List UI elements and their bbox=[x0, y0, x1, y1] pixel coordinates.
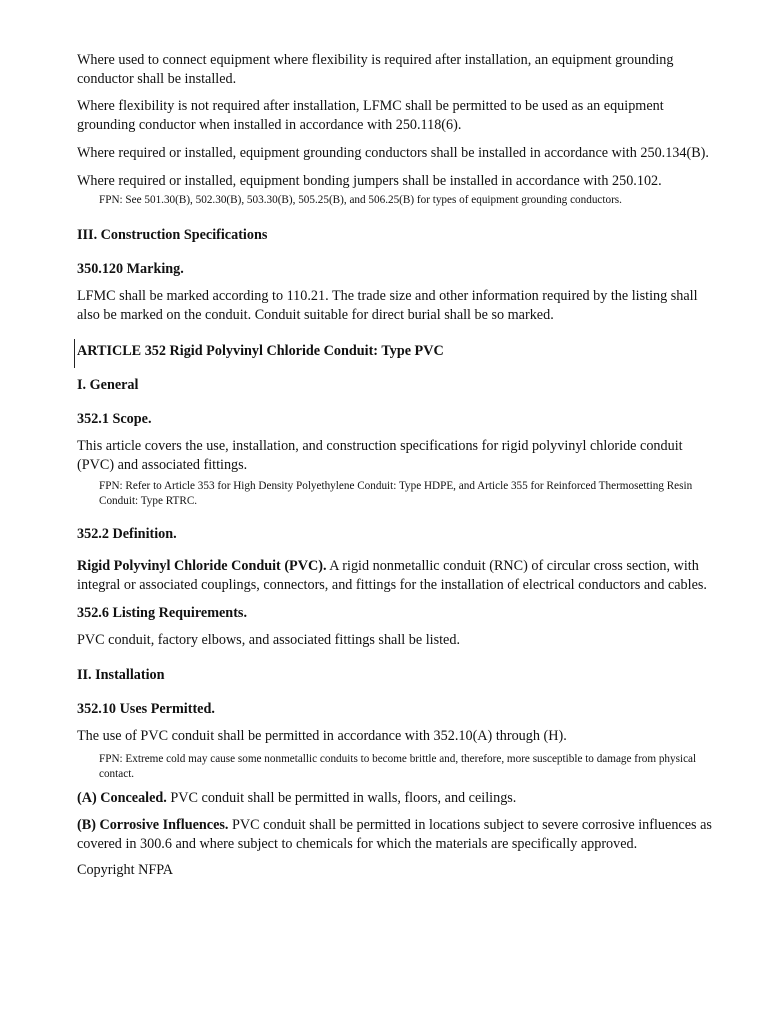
paragraph-b-corrosive bbox=[77, 816, 717, 854]
fpn-grounding-types: FPN: See 501.30(B), 502.30(B), 503.30(B), 505.25(B), and 506.25(B) for types of equipment grounding conductors. bbox=[99, 194, 622, 206]
item-b-label: (B) Corrosive Influences. bbox=[77, 817, 229, 833]
paragraph-bonding-jumpers: Where required or installed, equipment bonding jumpers shall be installed in accordance with 250.102. bbox=[77, 173, 662, 189]
fpn-related-articles: FPN: Refer to Article 353 for High Density Polyethylene Conduit: Type HDPE, and Article 355 for Reinforced Thermosetting Resin Conduit: Type RTRC. bbox=[99, 480, 693, 507]
paragraph-egc-flexibility: Where used to connect equipment where flexibility is required after installation, an equipment grounding conductor shall be installed. bbox=[77, 52, 674, 87]
article-heading-container bbox=[77, 342, 717, 361]
definition-term: Rigid Polyvinyl Chloride Conduit (PVC). bbox=[77, 558, 327, 574]
paragraph-egc-installation: Where required or installed, equipment grounding conductors shall be installed in accordance with 250.134(B). bbox=[77, 145, 709, 161]
paragraph-definition bbox=[77, 557, 717, 595]
paragraph-a-concealed bbox=[77, 789, 717, 808]
heading-352-10-uses-permitted: 352.10 Uses Permitted. bbox=[77, 701, 215, 717]
heading-construction-specifications: III. Construction Specifications bbox=[77, 227, 268, 243]
fpn-extreme-cold: FPN: Extreme cold may cause some nonmetallic conduits to become brittle and, therefore, more susceptible to damage from physical contact. bbox=[99, 753, 697, 780]
paragraph-lfmc-marking: LFMC shall be marked according to 110.21. The trade size and other information required by the listing shall also be marked on the conduit. Conduit suitable for direct burial shall be so marked. bbox=[77, 288, 698, 323]
text-cursor-mark bbox=[74, 339, 75, 368]
document-page bbox=[77, 51, 717, 880]
heading-352-1-scope: 352.1 Scope. bbox=[77, 411, 152, 427]
paragraph-uses-permitted: The use of PVC conduit shall be permitted in accordance with 352.10(A) through (H). bbox=[77, 728, 567, 744]
heading-installation: II. Installation bbox=[77, 667, 165, 683]
item-a-label: (A) Concealed. bbox=[77, 790, 167, 806]
heading-352-2-definition: 352.2 Definition. bbox=[77, 526, 177, 542]
paragraph-scope: This article covers the use, installation, and construction specifications for rigid polyvinyl chloride conduit (PVC) and associated fittings. bbox=[77, 438, 683, 473]
heading-general: I. General bbox=[77, 377, 139, 393]
heading-352-6-listing: 352.6 Listing Requirements. bbox=[77, 605, 247, 621]
paragraph-listing: PVC conduit, factory elbows, and associated fittings shall be listed. bbox=[77, 632, 460, 648]
heading-350-120-marking: 350.120 Marking. bbox=[77, 261, 184, 277]
item-b-text: PVC conduit shall be permitted in locations subject to severe corrosive influences as covered in 300.6 and where subject to chemicals for which the materials are specifically approved. bbox=[77, 817, 712, 852]
definition-text: A rigid nonmetallic conduit (RNC) of circular cross section, with integral or associated couplings, connectors, and fittings for the installation of electrical conductors and cables. bbox=[77, 558, 707, 593]
paragraph-lfmc-egc: Where flexibility is not required after installation, LFMC shall be permitted to be used as an equipment grounding conductor when installed in accordance with 250.118(6). bbox=[77, 98, 664, 133]
heading-article-352: ARTICLE 352 Rigid Polyvinyl Chloride Conduit: Type PVC bbox=[77, 343, 444, 359]
item-a-text: PVC conduit shall be permitted in walls, floors, and ceilings. bbox=[166, 790, 517, 806]
copyright-notice: Copyright NFPA bbox=[77, 862, 174, 878]
